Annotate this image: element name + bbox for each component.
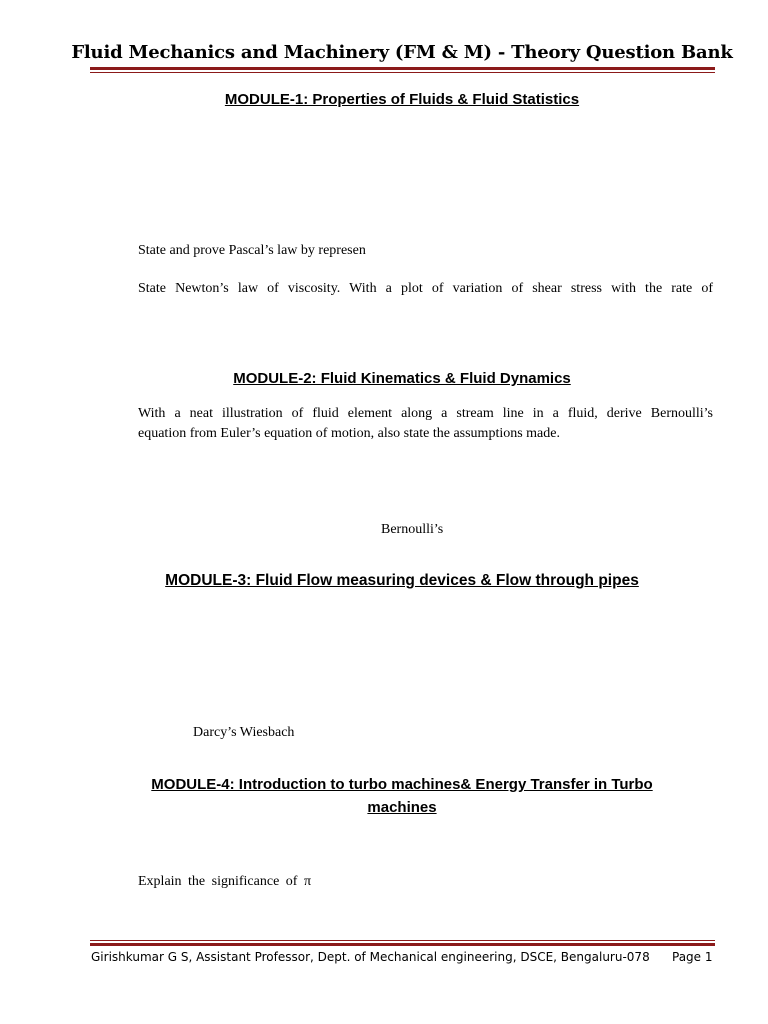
footer-author: Girishkumar G S, Assistant Professor, Dept. of Mechanical engineering, DSCE, Bengaluru-078: [91, 950, 650, 964]
footer-rule-thin: [90, 940, 715, 941]
module-2-question-line-2: equation from Euler’s equation of motion, also state the assumptions made.: [138, 426, 560, 441]
footer-rule-thick: [90, 943, 715, 946]
footer-page-number: Page 1: [672, 950, 713, 964]
module-3-heading: MODULE-3: Fluid Flow measuring devices & Flow through pipes: [165, 572, 639, 589]
module-1-question-1: State and prove Pascal’s law by represen: [138, 243, 366, 258]
module-2-question-line-1: With a neat illustration of fluid element along a stream line in a fluid, derive Bernoulli’s: [138, 406, 713, 421]
module-3-fragment: Darcy’s Wiesbach: [193, 725, 295, 740]
header-rule-thick: [90, 67, 715, 70]
module-2-heading: MODULE-2: Fluid Kinematics & Fluid Dynamics: [233, 370, 571, 387]
module-4-question-1: Explain the significance of π: [138, 874, 312, 889]
page-header-title: Fluid Mechanics and Machinery (FM & M) - Theory Question Bank: [71, 42, 733, 63]
module-2-fragment: Bernoulli’s: [381, 522, 444, 537]
header-rule-thin: [90, 72, 715, 73]
module-1-question-2: State Newton’s law of viscosity. With a plot of variation of shear stress with the rate of: [138, 281, 713, 296]
module-1-heading: MODULE-1: Properties of Fluids & Fluid Statistics: [224, 91, 580, 108]
module-4-heading-line-1: MODULE-4: Introduction to turbo machines& Energy Transfer in Turbo: [151, 776, 653, 793]
module-4-heading-line-2: machines: [367, 799, 437, 816]
